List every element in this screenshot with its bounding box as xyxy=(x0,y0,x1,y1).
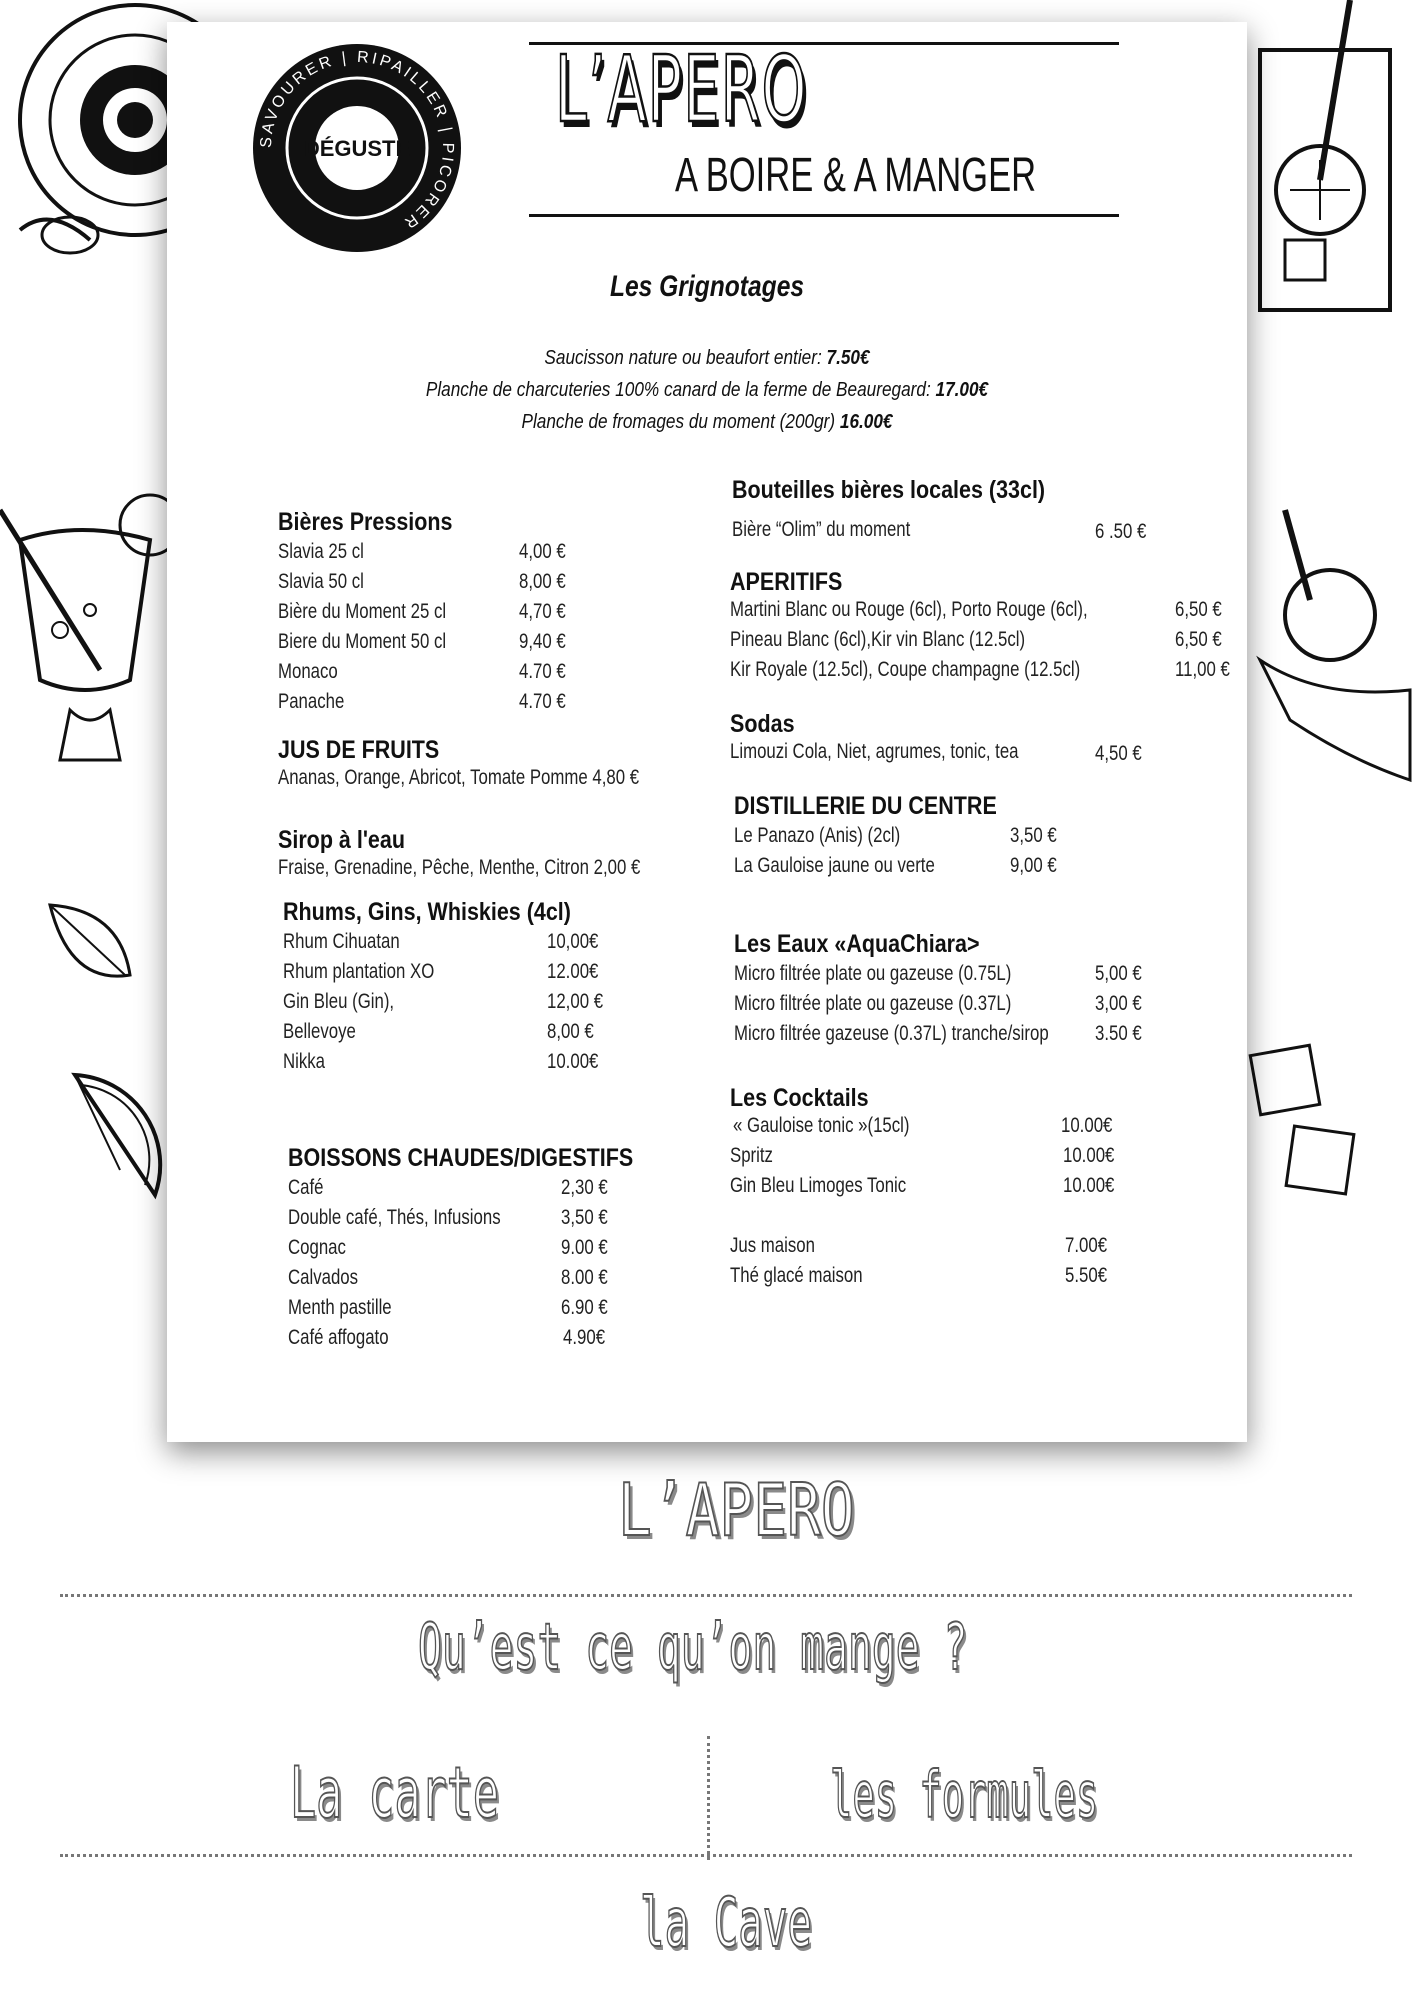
page-subtitle: A BOIRE & A MANGER xyxy=(675,149,1037,202)
menu-item-price: 8.00 € xyxy=(561,1266,608,1289)
menu-item-label: Kir Royale (12.5cl), Coupe champagne (12.5cl) xyxy=(730,658,1081,681)
sirop-title: Sirop à l'eau xyxy=(278,826,405,854)
svg-text:SAVOURER | RIPAILLER | PICORER: SAVOURER | RIPAILLER | PICORER xyxy=(257,48,457,233)
menu-item-label: Biere du Moment 50 cl xyxy=(278,630,447,653)
menu-item-label: Café affogato xyxy=(288,1326,389,1349)
menu-item-label: Cognac xyxy=(288,1236,346,1259)
menu-item-label: Monaco xyxy=(278,660,338,683)
menu-item-price: 3.50 € xyxy=(1095,1022,1142,1045)
menu-item-price: 11,00 € xyxy=(1175,658,1230,681)
tropical-cocktail-illustration xyxy=(0,470,175,770)
menu-item-price: 3,50 € xyxy=(561,1206,608,1229)
menu-item-label: Calvados xyxy=(288,1266,359,1289)
menu-item-label: Panache xyxy=(278,690,345,713)
menu-item-label: Micro filtrée plate ou gazeuse (0.37L) xyxy=(734,992,1012,1015)
menu-item-price: 4.70 € xyxy=(519,660,566,683)
distillerie-title: DISTILLERIE DU CENTRE xyxy=(734,792,997,820)
menu-item-label: Micro filtrée gazeuse (0.37L) tranche/sirop xyxy=(734,1022,1049,1045)
grignotage-item: Planche de fromages du moment (200gr) 16.00€ xyxy=(521,411,893,433)
menu-item-price: 9.00 € xyxy=(561,1236,608,1259)
menu-item-price: 3,00 € xyxy=(1095,992,1142,1015)
menu-item-label: Thé glacé maison xyxy=(730,1264,863,1287)
cocktail-glass-illustration xyxy=(1230,0,1414,320)
ice-cubes-illustration xyxy=(1245,1030,1385,1210)
menu-item-price: 4.70 € xyxy=(519,690,566,713)
menu-item-label: Micro filtrée plate ou gazeuse (0.75L) xyxy=(734,962,1012,985)
menu-item-price: 10.00€ xyxy=(1061,1114,1113,1137)
menu-item-label: Le Panazo (Anis) (2cl) xyxy=(734,824,901,847)
nav-divider-top xyxy=(60,1594,1352,1597)
menu-item-label: Spritz xyxy=(730,1144,773,1167)
nav-divider-bottom xyxy=(60,1854,1352,1857)
bouteilles-title: Bouteilles bières locales (33cl) xyxy=(732,476,1046,504)
sodas-title: Sodas xyxy=(730,710,795,738)
menu-item-price: 8,00 € xyxy=(519,570,566,593)
menu-item-label: Jus maison xyxy=(730,1234,815,1257)
menu-item-price: 9,40 € xyxy=(519,630,566,653)
menu-item-price: 5,00 € xyxy=(1095,962,1142,985)
menu-item-price: 4,50 € xyxy=(1095,742,1142,765)
nav-mange-heading: Qu’est ce qu’on mange ? xyxy=(418,1611,968,1685)
menu-item-label: Nikka xyxy=(283,1050,326,1073)
menu-item-label: Martini Blanc ou Rouge (6cl), Porto Rouge (6cl), xyxy=(730,598,1088,621)
menu-item-price: 6,50 € xyxy=(1175,628,1222,651)
grignotage-item: Saucisson nature ou beaufort entier: 7.50€ xyxy=(544,347,870,369)
menu-item-label: Menth pastille xyxy=(288,1296,392,1319)
menu-item-price: 4,70 € xyxy=(519,600,566,623)
menu-item-label: Bière du Moment 25 cl xyxy=(278,600,447,623)
svg-text:DÉGUSTE: DÉGUSTE xyxy=(303,136,411,161)
nav-formules-link[interactable]: les formules xyxy=(830,1759,1099,1833)
menu-item-price: 6,50 € xyxy=(1175,598,1222,621)
grignotages-list xyxy=(243,342,1172,438)
menu-card xyxy=(167,22,1247,1442)
menu-item-label: Slavia 25 cl xyxy=(278,540,364,563)
rhums-title: Rhums, Gins, Whiskies (4cl) xyxy=(283,898,571,926)
jus-title: JUS DE FRUITS xyxy=(278,736,440,764)
cocktails-title: Les Cocktails xyxy=(730,1084,869,1112)
menu-item-label: Rhum plantation XO xyxy=(283,960,435,983)
menu-item-label: Limouzi Cola, Niet, agrumes, tonic, tea xyxy=(730,740,1019,763)
menu-item-price: 6 .50 € xyxy=(1095,520,1147,543)
menu-item-label: Pineau Blanc (6cl),Kir vin Blanc (12.5cl) xyxy=(730,628,1026,651)
menu-item-label: « Gauloise tonic »(15cl) xyxy=(733,1114,910,1137)
menu-item-price: 10,00€ xyxy=(547,930,599,953)
menu-item-label: Rhum Cihuatan xyxy=(283,930,400,953)
menu-item-price: 8,00 € xyxy=(547,1020,594,1043)
menu-item-label: Bellevoye xyxy=(283,1020,356,1043)
bieres-title: Bières Pressions xyxy=(278,508,453,536)
menu-item-label: Double café, Thés, Infusions xyxy=(288,1206,501,1229)
aperitifs-title: APERITIFS xyxy=(730,568,843,596)
nav-carte-link[interactable]: La carte xyxy=(290,1752,500,1834)
menu-item-price: 4.90€ xyxy=(563,1326,606,1349)
sirop-line: Fraise, Grenadine, Pêche, Menthe, Citron 2,00 € xyxy=(278,856,641,879)
menu-item-price: 2,30 € xyxy=(561,1176,608,1199)
title-bottom-rule xyxy=(529,214,1119,217)
menu-item-price: 3,50 € xyxy=(1010,824,1057,847)
jus-line: Ananas, Orange, Abricot, Tomate Pomme 4,80 € xyxy=(278,766,640,789)
nav-cave-link[interactable]: la Cave xyxy=(640,1884,812,1963)
deguste-logo xyxy=(251,42,463,254)
nav-divider-vertical xyxy=(707,1736,710,1860)
citrus-slice-illustration xyxy=(60,1070,170,1200)
eaux-title: Les Eaux «AquaChiara> xyxy=(734,930,980,958)
menu-item-price: 12,00 € xyxy=(547,990,604,1013)
menu-item-price: 10.00€ xyxy=(1063,1174,1115,1197)
page-title: L’APERO xyxy=(555,36,808,143)
nav-apero-link[interactable]: L’APERO xyxy=(618,1468,855,1552)
menu-item-price: 4,00 € xyxy=(519,540,566,563)
menu-item-label: Slavia 50 cl xyxy=(278,570,364,593)
menu-item-label: Gin Bleu (Gin), xyxy=(283,990,395,1013)
menu-item-label: Café xyxy=(288,1176,324,1199)
grignotage-item: Planche de charcuteries 100% canard de la ferme de Beauregard: 17.00€ xyxy=(425,379,989,401)
menu-item-price: 6.90 € xyxy=(561,1296,608,1319)
grignotages-title: Les Grignotages xyxy=(609,270,805,303)
menu-item-price: 9,00 € xyxy=(1010,854,1057,877)
menu-item-price: 10.00€ xyxy=(1063,1144,1115,1167)
menu-item-price: 7.00€ xyxy=(1065,1234,1108,1257)
menu-item-label: Bière “Olim” du moment xyxy=(732,518,911,541)
menu-item-price: 10.00€ xyxy=(547,1050,599,1073)
menu-item-price: 5.50€ xyxy=(1065,1264,1108,1287)
iced-drink-hand-illustration xyxy=(1240,500,1414,800)
chaudes-title: BOISSONS CHAUDES/DIGESTIFS xyxy=(288,1144,634,1172)
menu-item-price: 12.00€ xyxy=(547,960,599,983)
menu-item-label: La Gauloise jaune ou verte xyxy=(734,854,935,877)
menu-item-label: Gin Bleu Limoges Tonic xyxy=(730,1174,907,1197)
mint-leaf-illustration xyxy=(45,900,135,1000)
